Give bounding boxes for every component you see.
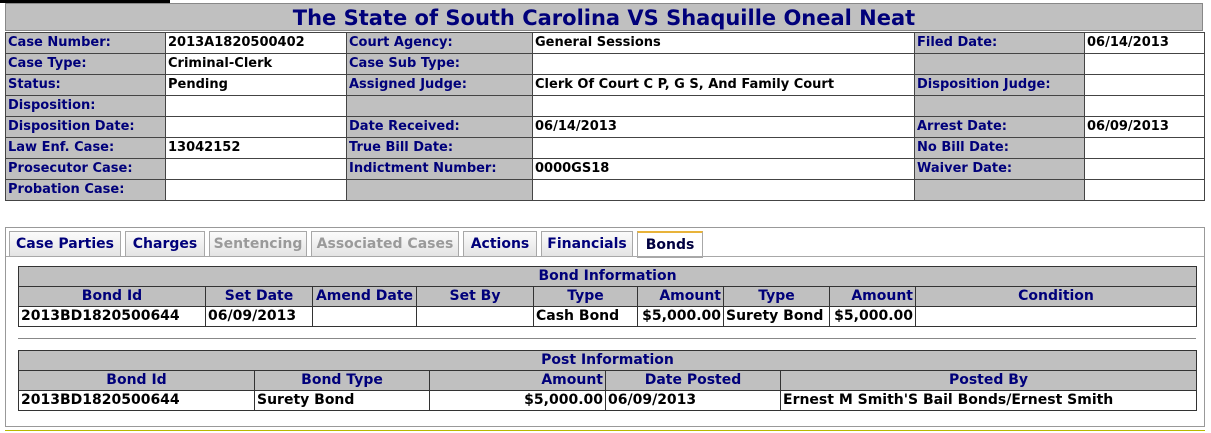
field-label: Disposition Judge: (915, 75, 1085, 96)
field-label: Case Type: (6, 54, 166, 75)
tab-charges[interactable]: Charges (125, 231, 205, 256)
case-info-table (5, 32, 1205, 201)
table-cell: 06/09/2013 (206, 307, 313, 327)
table-cell: Surety Bond (255, 391, 430, 411)
detail-panel (5, 227, 1205, 427)
field-value (1085, 96, 1205, 117)
field-label: Arrest Date: (915, 117, 1085, 138)
field-label: No Bill Date: (915, 138, 1085, 159)
table-cell: Cash Bond (534, 307, 638, 327)
column-header: Condition (916, 287, 1197, 307)
column-header: Bond Type (255, 371, 430, 391)
field-value: Criminal-Clerk (166, 54, 347, 75)
case-info-row (6, 138, 1205, 159)
table-cell: 06/09/2013 (606, 391, 781, 411)
post-information-table (18, 350, 1197, 411)
field-label (347, 96, 533, 117)
column-header: Amount (830, 287, 916, 307)
table-cell: $5,000.00 (430, 391, 606, 411)
field-value (166, 180, 347, 201)
table-cell (313, 307, 417, 327)
table-cell: Surety Bond (724, 307, 830, 327)
tab-case-parties[interactable]: Case Parties (9, 231, 121, 256)
field-label: True Bill Date: (347, 138, 533, 159)
tab-sentencing: Sentencing (209, 231, 307, 256)
field-value (166, 159, 347, 180)
field-label: Prosecutor Case: (6, 159, 166, 180)
field-value (533, 138, 915, 159)
tab-actions[interactable]: Actions (463, 231, 537, 256)
tab-bonds[interactable]: Bonds (637, 231, 703, 258)
field-label: Indictment Number: (347, 159, 533, 180)
page-title: The State of South Carolina VS Shaquille Oneal Neat (5, 3, 1203, 31)
table-cell: $5,000.00 (830, 307, 916, 327)
field-label: Disposition Date: (6, 117, 166, 138)
field-label (915, 54, 1085, 75)
tab-underline (6, 256, 1204, 257)
field-label: Probation Case: (6, 180, 166, 201)
table-cell: 2013BD1820500644 (19, 307, 206, 327)
column-header: Type (724, 287, 830, 307)
field-value (533, 180, 915, 201)
field-value (166, 117, 347, 138)
column-header: Bond Id (19, 287, 206, 307)
field-value: 06/09/2013 (1085, 117, 1205, 138)
field-value (533, 54, 915, 75)
table-row (19, 307, 1197, 327)
field-label: Date Received: (347, 117, 533, 138)
column-header: Type (534, 287, 638, 307)
field-value (1085, 138, 1205, 159)
column-header: Amend Date (313, 287, 417, 307)
field-value: 06/14/2013 (533, 117, 915, 138)
field-label: Waiver Date: (915, 159, 1085, 180)
field-label: Status: (6, 75, 166, 96)
field-value: General Sessions (533, 33, 915, 54)
bond-information-table (18, 266, 1197, 327)
column-header: Posted By (781, 371, 1197, 391)
case-info-row (6, 33, 1205, 54)
field-label: Court Agency: (347, 33, 533, 54)
field-label: Law Enf. Case: (6, 138, 166, 159)
column-header: Date Posted (606, 371, 781, 391)
case-info-row (6, 96, 1205, 117)
table-cell: 2013BD1820500644 (19, 391, 255, 411)
bond-information-caption: Bond Information (19, 267, 1197, 287)
section-divider (18, 338, 1196, 339)
field-value: 06/14/2013 (1085, 33, 1205, 54)
case-info-row (6, 159, 1205, 180)
bottom-border (5, 430, 1205, 431)
field-value (1085, 180, 1205, 201)
field-label: Case Number: (6, 33, 166, 54)
table-cell (916, 307, 1197, 327)
field-value (166, 96, 347, 117)
field-value: 0000GS18 (533, 159, 915, 180)
tab-associated-cases: Associated Cases (311, 231, 459, 256)
field-label (347, 180, 533, 201)
field-value (1085, 54, 1205, 75)
field-value: 2013A1820500402 (166, 33, 347, 54)
column-header: Amount (638, 287, 724, 307)
field-value (1085, 159, 1205, 180)
table-cell: Ernest M Smith'S Bail Bonds/Ernest Smith (781, 391, 1197, 411)
field-value: Clerk Of Court C P, G S, And Family Court (533, 75, 915, 96)
column-header: Set By (417, 287, 534, 307)
table-row (19, 391, 1197, 411)
table-cell (417, 307, 534, 327)
field-value: 13042152 (166, 138, 347, 159)
field-value (533, 96, 915, 117)
field-label (915, 96, 1085, 117)
case-info-row (6, 75, 1205, 96)
field-label: Filed Date: (915, 33, 1085, 54)
field-label: Assigned Judge: (347, 75, 533, 96)
field-label: Case Sub Type: (347, 54, 533, 75)
field-label (915, 180, 1085, 201)
case-info-row (6, 54, 1205, 75)
field-value (1085, 75, 1205, 96)
case-info-row (6, 117, 1205, 138)
field-label: Disposition: (6, 96, 166, 117)
field-value: Pending (166, 75, 347, 96)
column-header: Bond Id (19, 371, 255, 391)
column-header: Set Date (206, 287, 313, 307)
table-cell: $5,000.00 (638, 307, 724, 327)
post-information-caption: Post Information (19, 351, 1197, 371)
tab-financials[interactable]: Financials (541, 231, 633, 256)
case-info-row (6, 180, 1205, 201)
column-header: Amount (430, 371, 606, 391)
